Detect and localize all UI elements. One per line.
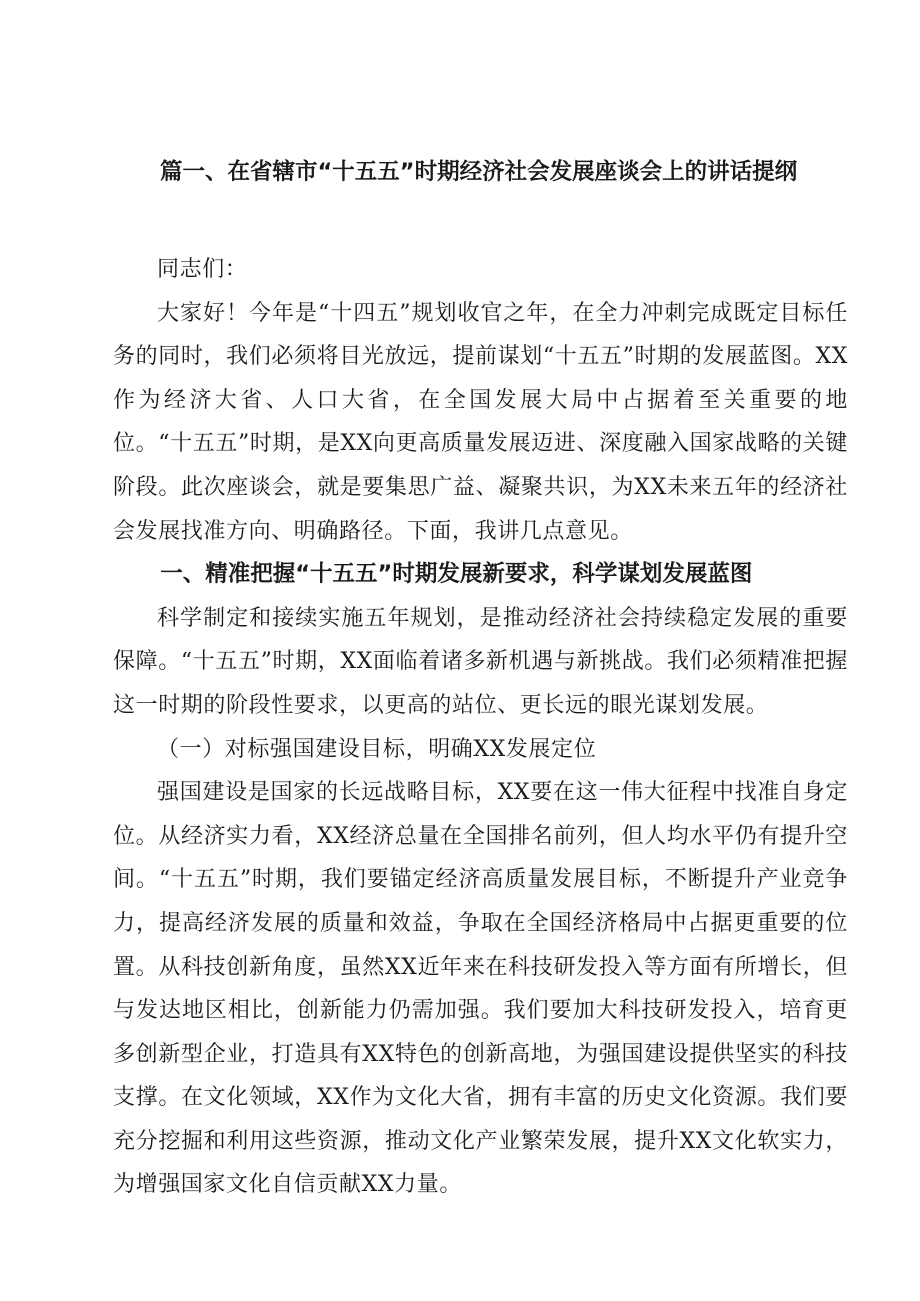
subsection-1-body: 强国建设是国家的长远战略目标，XX要在这一伟大征程中找准自身定位。从经济实力看，XX经济总量在全国排名前列，但人均水平仍有提升空间。“十五五”时期，我们要锚定经济高质量发展目标，不断提升产业竞争力，提高经济发展的质量和效益，争取在全国经济格局中占据更重要的位置。从科技创新角度，虽然XX近年来在科技研发投入等方面有所增长，但与发达地区相比，创新能力仍需加强。我们要加大科技研发投入，培育更多创新型企业，打造具有XX特色的创新高地，为强国建设提供坚实的科技支撑。在文化领域，XX作为文化大省，拥有丰富的历史文化资源。我们要充分挖掘和利用这些资源，推动文化产业繁荣发展，提升XX文化软实力，为增强国家文化自信贡献XX力量。 bbox=[113, 780, 848, 1198]
document-body bbox=[113, 248, 848, 1207]
salutation: 同志们： bbox=[157, 257, 248, 282]
section-1-heading: 一、精准把握“十五五”时期发展新要求，科学谋划发展蓝图 bbox=[160, 561, 753, 588]
section-1-intro: 科学制定和接续实施五年规划，是推动经济社会持续稳定发展的重要保障。“十五五”时期，XX面临着诸多新机遇与新挑战。我们必须精准把握这一时期的阶段性要求，以更高的站位、更长远的眼光谋划发展。 bbox=[113, 605, 848, 718]
subsection-1-heading: （一）对标强国建设目标，明确XX发展定位 bbox=[157, 736, 597, 762]
opening-paragraph: 大家好！今年是“十四五”规划收官之年，在全力冲刺完成既定目标任务的同时，我们必须将目光放远，提前谋划“十五五”时期的发展蓝图。XX作为经济大省、人口大省，在全国发展大局中占据着至关重要的地位。“十五五”时期，是XX向更高质量发展迈进、深度融入国家战略的关键阶段。此次座谈会，就是要集思广益、凝聚共识，为XX未来五年的经济社会发展找准方向、明确路径。下面，我讲几点意见。 bbox=[113, 300, 848, 544]
document-title: 篇一、在省辖市“十五五”时期经济社会发展座谈会上的讲话提纲 bbox=[160, 159, 798, 185]
